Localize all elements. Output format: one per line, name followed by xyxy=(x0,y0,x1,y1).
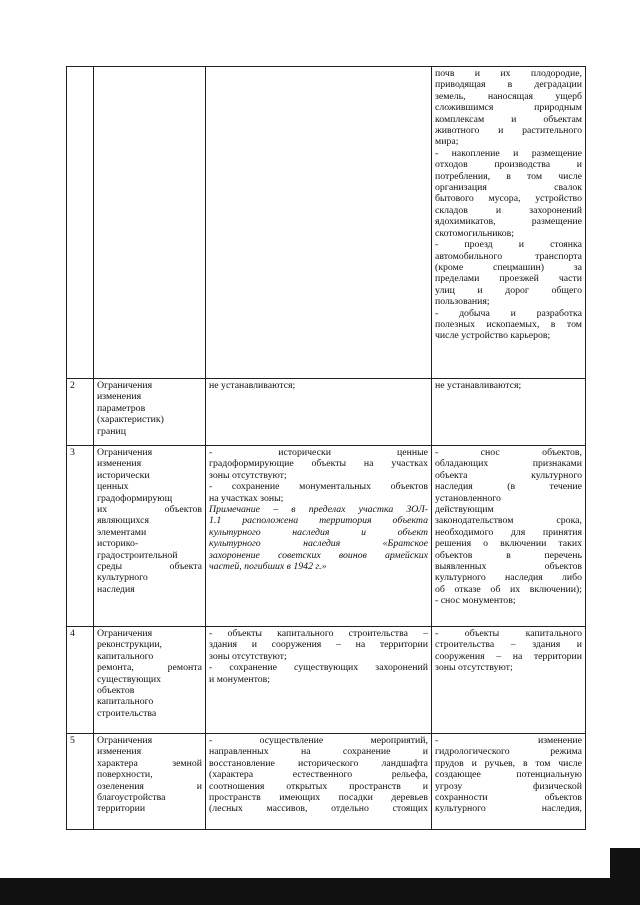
note-line: 1.1 расположена территория объекта xyxy=(209,515,428,527)
text-line: благоустройства xyxy=(97,792,166,804)
text-line: отходов производства и xyxy=(435,159,582,171)
text-line: мира; xyxy=(435,136,459,148)
text-line: культурного xyxy=(97,572,148,584)
text-line: градоформирующ xyxy=(97,492,173,504)
text-line: поверхности, xyxy=(97,769,153,781)
text-line: об отказе об их включении); xyxy=(435,583,582,595)
prohibited-cell xyxy=(432,734,586,830)
text-line: пространств имеющих посадки деревьев xyxy=(209,792,428,804)
text-line: потребления, в том числе xyxy=(435,170,582,182)
text-line: строительства xyxy=(97,707,157,719)
text-line: на участках зоны; xyxy=(209,492,284,504)
note-line: культурного наследия «Братское xyxy=(209,538,428,550)
permitted-cell xyxy=(206,446,432,627)
restriction-type-cell xyxy=(94,627,206,734)
table-row xyxy=(67,67,586,379)
restriction-type-cell xyxy=(94,67,206,379)
row-number-cell: 4 xyxy=(67,627,94,734)
text-line: изменения xyxy=(97,746,142,758)
text-line: не устанавливаются; xyxy=(435,380,522,391)
text-line: полезных ископаемых, в том xyxy=(435,318,582,330)
text-line: зоны отсутствуют; xyxy=(209,650,287,662)
text-line: автомобильного транспорта xyxy=(435,250,582,262)
prohibited-cell xyxy=(432,379,586,446)
text-line: - объекты капитального xyxy=(435,628,582,639)
prohibited-cell xyxy=(432,67,586,379)
text-line: сохранности объектов xyxy=(435,792,582,804)
prohibited-cell xyxy=(432,446,586,627)
row-number-cell: 3 xyxy=(67,446,94,627)
text-line: прудов и ручьев, в том числе xyxy=(435,757,582,769)
table-row xyxy=(67,734,586,830)
text-line: восстановление исторического ландшафта xyxy=(209,757,428,769)
text-line: создающее потенциальную xyxy=(435,769,582,781)
text-line: гидрологического режима xyxy=(435,746,582,758)
text-line: капитального xyxy=(97,650,154,662)
text-line: историко- xyxy=(97,538,139,550)
table-row xyxy=(67,627,586,734)
row-number-cell xyxy=(67,67,94,379)
text-line: выявленных объектов xyxy=(435,561,582,573)
text-line: - сохранение существующих захоронений xyxy=(209,662,428,674)
text-line: границ xyxy=(97,425,126,437)
note-line: культурного наследия и объект xyxy=(209,526,428,538)
table-row xyxy=(67,379,586,446)
permitted-cell xyxy=(206,627,432,734)
text-line: среды объекта xyxy=(97,561,202,573)
permitted-cell xyxy=(206,734,432,830)
text-line: (характеристик) xyxy=(97,414,164,426)
text-line: наследия (в течение xyxy=(435,481,582,493)
scan-bottom-band xyxy=(0,878,640,905)
text-line: животного и растительного xyxy=(435,125,582,137)
text-line: культурного наследия либо xyxy=(435,572,582,584)
prohibited-cell xyxy=(432,627,586,734)
text-line: бытового мусора, устройство xyxy=(435,193,582,205)
note-line: Примечание – в пределах участка ЗОЛ- xyxy=(209,504,428,516)
text-line: установленного xyxy=(435,492,501,504)
text-line: пределами проезжей части xyxy=(435,273,582,285)
row-number-cell: 2 xyxy=(67,379,94,446)
text-line: организация свалок xyxy=(435,182,582,194)
restriction-type-cell xyxy=(94,379,206,446)
text-line: улиц и дорог общего xyxy=(435,284,582,296)
text-line: (характера естественного рельефа, xyxy=(209,769,428,781)
text-line: - сохранение монументальных объектов xyxy=(209,481,428,493)
text-line: ремонта, ремонта xyxy=(97,662,202,674)
text-line: законодательством срока, xyxy=(435,515,582,527)
text-line: соотношения открытых пространств и xyxy=(209,780,428,792)
text-line: являющихся xyxy=(97,515,149,527)
text-line: элементами xyxy=(97,526,147,538)
text-line: строительства – здания и xyxy=(435,639,582,651)
text-line: - снос объектов, xyxy=(435,447,582,458)
text-line: их объектов xyxy=(97,504,202,516)
text-line: (лесных массивов, отдельно стоящих xyxy=(209,803,428,815)
scan-edge-shadow xyxy=(610,848,640,878)
restriction-type-cell xyxy=(94,446,206,627)
note-line: частей, погибших в 1942 г.» xyxy=(209,561,327,573)
text-line: культурного наследия, xyxy=(435,803,582,815)
text-line: числе устройство карьеров; xyxy=(435,330,551,342)
permitted-cell xyxy=(206,379,432,446)
text-line: параметров xyxy=(97,402,146,414)
text-line: ценных xyxy=(97,481,129,493)
text-line: Ограничения xyxy=(97,380,153,391)
text-line: наследия xyxy=(97,583,135,595)
text-line: объекта культурного xyxy=(435,469,582,481)
text-line: существующих xyxy=(97,673,162,685)
text-line: объектов в перечень xyxy=(435,549,582,561)
table-row xyxy=(67,446,586,627)
text-line: - осуществление мероприятий, xyxy=(209,735,428,746)
text-line: здания и сооружения – на территории xyxy=(209,639,428,651)
text-line: комплексам и объектам xyxy=(435,113,582,125)
text-line: зоны отсутствуют; xyxy=(435,662,513,674)
text-line: - объекты капитального строительства – xyxy=(209,628,428,639)
text-line: направленных на сохранение и xyxy=(209,746,428,758)
text-line: объектов xyxy=(97,685,135,697)
permitted-cell xyxy=(206,67,432,379)
text-line: - добыча и разработка xyxy=(435,307,582,319)
text-line: зоны отсутствуют; xyxy=(209,469,287,481)
text-line: обладающих признаками xyxy=(435,458,582,470)
text-line: Ограничения xyxy=(97,735,153,746)
text-line: необходимого для принятия xyxy=(435,526,582,538)
text-line: скотомогильников; xyxy=(435,227,514,239)
text-line: реконструкции, xyxy=(97,639,163,651)
text-line: территории xyxy=(97,803,146,815)
text-line: земель, наносящая ущерб xyxy=(435,90,582,102)
text-line: действующим xyxy=(435,504,494,516)
text-line: Ограничения xyxy=(97,628,153,639)
text-line: изменения xyxy=(97,458,142,470)
text-line: - исторически ценные xyxy=(209,447,428,458)
text-line: - изменение xyxy=(435,735,582,746)
text-line: - проезд и стоянка xyxy=(435,239,582,251)
text-line: озеленения и xyxy=(97,780,202,792)
document-table xyxy=(66,66,586,830)
text-line: и монументов; xyxy=(209,673,270,685)
text-line: пользования; xyxy=(435,296,490,308)
text-line: сложившимся природным xyxy=(435,102,582,114)
text-line: (кроме спецмашин) за xyxy=(435,261,582,273)
note-line: захоронение советских воинов армейских xyxy=(209,549,428,561)
text-line: угрозу физической xyxy=(435,780,582,792)
text-line: капитального xyxy=(97,696,154,708)
text-line: изменения xyxy=(97,391,142,403)
text-line: решения о включении таких xyxy=(435,538,582,550)
restriction-type-cell xyxy=(94,734,206,830)
text-line: не устанавливаются; xyxy=(209,380,296,391)
text-line: градостроительной xyxy=(97,549,178,561)
text-line: почв и их плодородие, xyxy=(435,68,582,79)
text-line: ядохимикатов, размещение xyxy=(435,216,582,228)
text-line: Ограничения xyxy=(97,447,153,458)
text-line: складов и захоронений xyxy=(435,204,582,216)
text-line: сооружения – на территории xyxy=(435,650,582,662)
text-line: приводящая в деградации xyxy=(435,79,582,91)
row-number-cell: 5 xyxy=(67,734,94,830)
text-line: градоформирующие объекты на участках xyxy=(209,458,428,470)
text-line: характера земной xyxy=(97,757,202,769)
text-line: исторически xyxy=(97,469,150,481)
text-line: - снос монументов; xyxy=(435,595,516,607)
text-line: - накопление и размещение xyxy=(435,147,582,159)
